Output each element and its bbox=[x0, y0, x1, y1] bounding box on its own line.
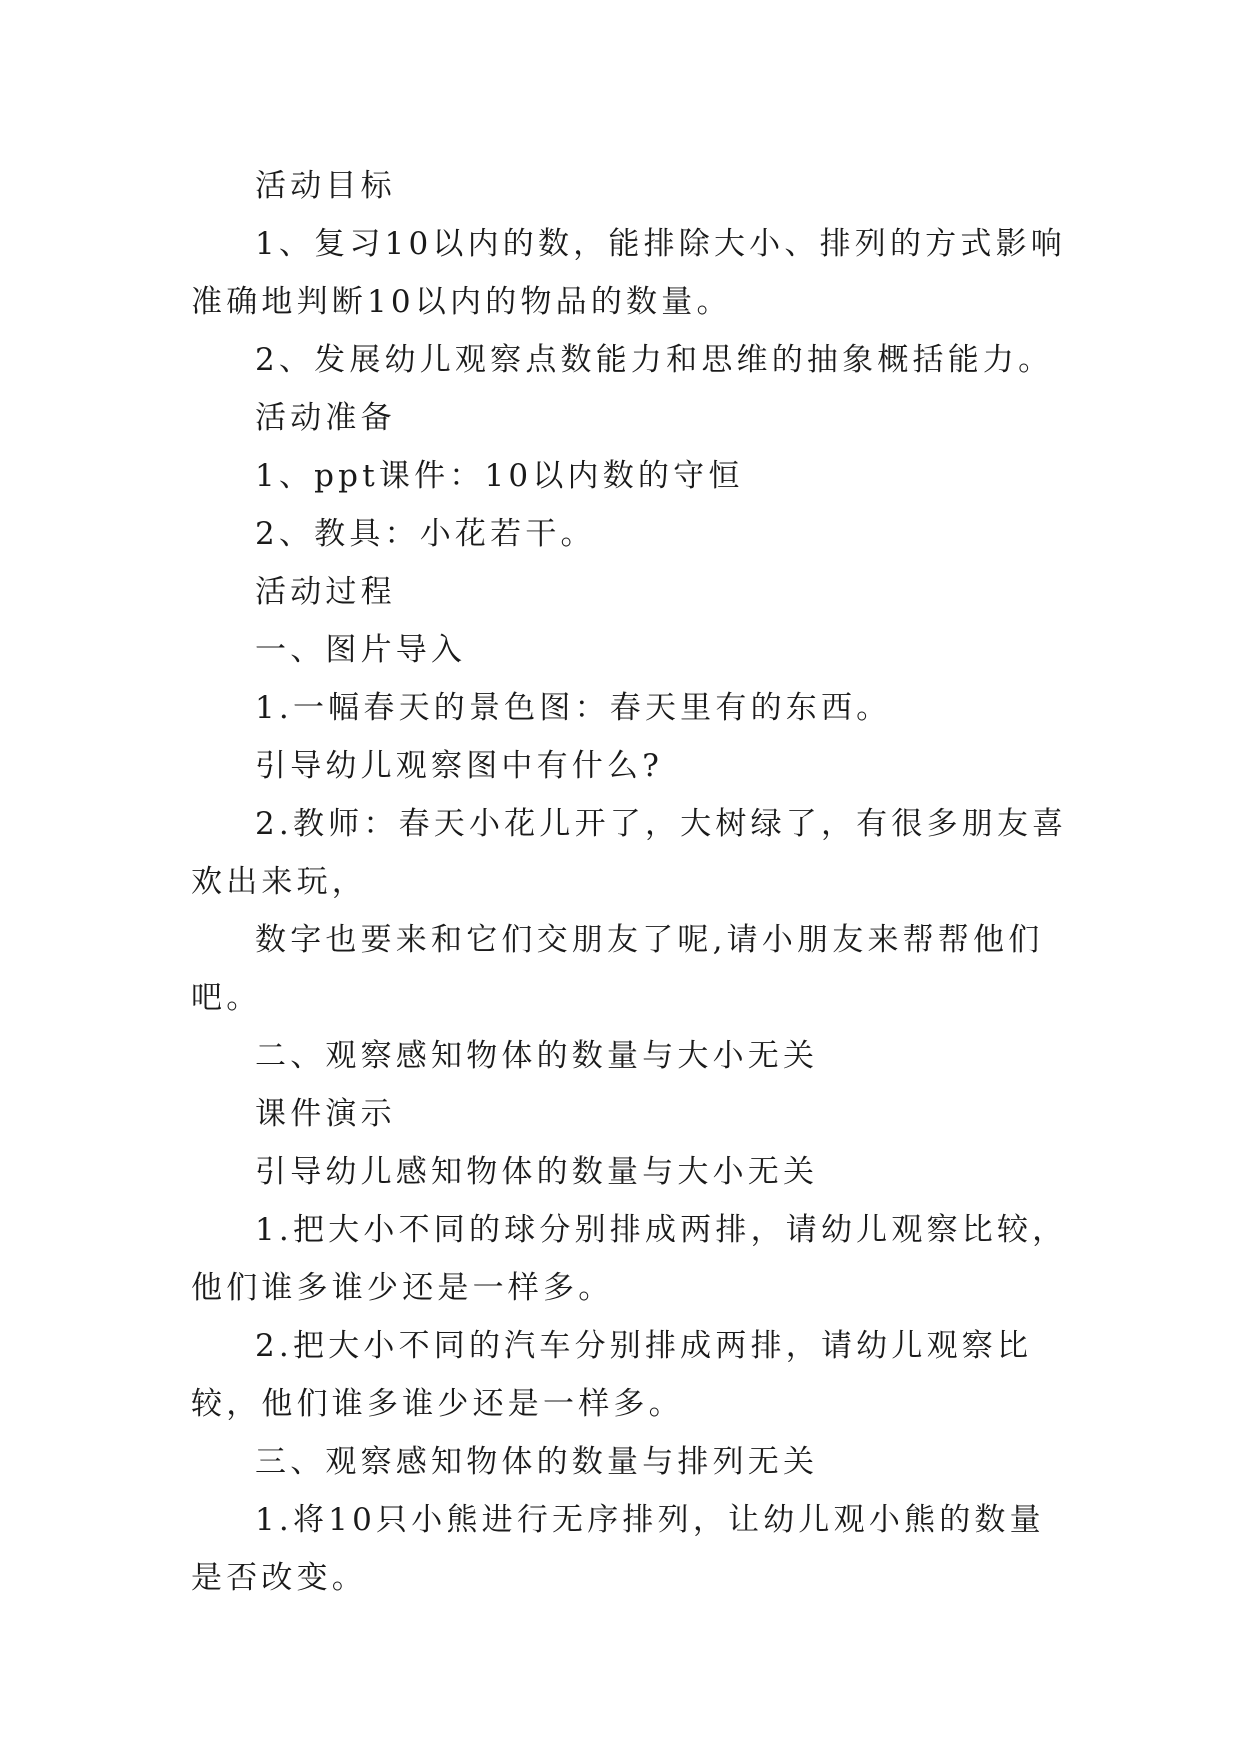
process-step: 数字也要来和它们交朋友了呢,请小朋友来帮帮他们吧。 bbox=[191, 922, 1044, 1016]
goal-item-2: 2、发展幼儿观察点数能力和思维的抽象概括能力。 bbox=[255, 342, 1054, 378]
process-step: 课件演示 bbox=[255, 1096, 396, 1132]
goal-item-1: 1、复习10以内的数，能排除大小、排列的方式影响准确地判断10以内的物品的数量。 bbox=[191, 226, 1066, 320]
process-step: 2.把大小不同的汽车分别排成两排，请幼儿观察比较，他们谁多谁少还是一样多。 bbox=[191, 1328, 1033, 1422]
preparation-item-1: 1、ppt课件：10以内数的守恒 bbox=[255, 458, 744, 494]
process-step: 引导幼儿感知物体的数量与大小无关 bbox=[255, 1154, 819, 1190]
process-step: 1.把大小不同的球分别排成两排，请幼儿观察比较，他们谁多谁少还是一样多。 bbox=[191, 1212, 1068, 1306]
section-heading-2: 二、观察感知物体的数量与大小无关 bbox=[255, 1038, 819, 1074]
heading-activity-preparation: 活动准备 bbox=[255, 400, 396, 436]
process-step: 2.教师：春天小花儿开了，大树绿了，有很多朋友喜欢出来玩， bbox=[191, 806, 1068, 900]
heading-activity-goals: 活动目标 bbox=[255, 168, 396, 204]
section-heading-1: 一、图片导入 bbox=[255, 632, 467, 668]
document-body bbox=[191, 157, 1071, 1607]
process-step: 引导幼儿观察图中有什么? bbox=[255, 748, 664, 784]
section-heading-3: 三、观察感知物体的数量与排列无关 bbox=[255, 1444, 819, 1480]
process-step: 1.将10只小熊进行无序排列，让幼儿观小熊的数量是否改变。 bbox=[191, 1502, 1045, 1596]
preparation-item-2: 2、教具：小花若干。 bbox=[255, 516, 596, 552]
process-step: 1.一幅春天的景色图：春天里有的东西。 bbox=[255, 690, 892, 726]
heading-activity-process: 活动过程 bbox=[255, 574, 396, 610]
